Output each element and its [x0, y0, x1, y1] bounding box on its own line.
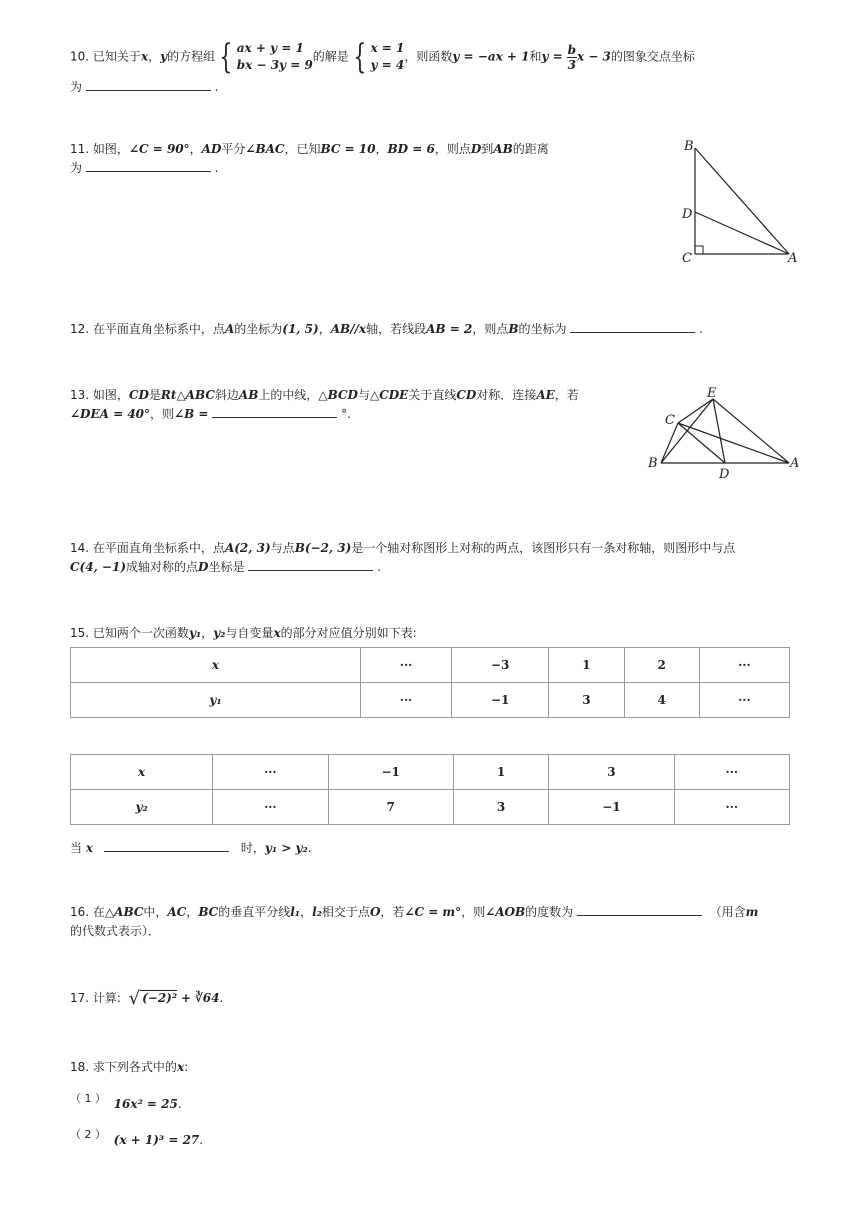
q17-cube-root: ∛64	[194, 991, 220, 1005]
q13-line-be	[661, 399, 713, 463]
q14-answer-blank[interactable]	[248, 558, 373, 571]
q14-t3: 是一个轴对称图形上对称的两点，该图形只有一条对称轴，则图形中与点	[351, 541, 736, 555]
q12-ab-length: AB = 2	[426, 322, 473, 336]
question-15	[70, 624, 417, 641]
question-17	[70, 988, 223, 1009]
q16-t10: （用含	[709, 905, 746, 919]
q11-t2: ，	[189, 142, 202, 156]
q11-t8: 的距离	[512, 142, 549, 156]
table-cell: 4	[624, 683, 699, 718]
table-cell: ···	[213, 755, 328, 790]
q10-eq2: bx − 3y = 9	[236, 58, 313, 72]
q14-point-c: C(4, −1)	[70, 560, 127, 574]
q16-number: 16.	[70, 905, 90, 919]
table-cell: ···	[360, 648, 451, 683]
q15-y2: y₂	[213, 626, 226, 640]
question-13	[70, 386, 579, 403]
q13-ab: AB	[238, 388, 259, 402]
q10-line2	[70, 78, 219, 95]
q11-label-c: C	[682, 251, 692, 266]
q10-text2: 的方程组	[167, 49, 216, 64]
q18-part1-end: .	[177, 1097, 182, 1111]
q16-t6: 相交于点	[321, 905, 370, 919]
q16-aob: ∠AOB	[485, 905, 526, 919]
q10-frac-num: b	[567, 42, 576, 57]
q18-part1-equation: 16x² = 25	[113, 1097, 178, 1111]
q13-t3: 斜边	[214, 388, 239, 402]
q13-t5: 与	[357, 388, 370, 402]
q15-when-x: x	[85, 841, 93, 855]
table-cell: 3	[453, 790, 548, 825]
q11-t7: 到	[481, 142, 494, 156]
table-row	[71, 683, 790, 718]
q15-time: 时，	[240, 841, 265, 855]
q11-label-a: A	[788, 251, 798, 266]
q12-a: A	[224, 322, 235, 336]
table-cell: −1	[328, 755, 453, 790]
q12-t5: ，则点	[472, 322, 509, 336]
q12-t1: 在平面直角坐标系中，点	[92, 322, 225, 336]
q18-part2-end: .	[199, 1133, 204, 1147]
q14-t1: 在平面直角坐标系中，点	[92, 541, 225, 555]
table-cell: −1	[549, 790, 674, 825]
q15-table-y1	[70, 647, 790, 718]
q13-answer-blank[interactable]	[212, 405, 337, 418]
q10-var-x: x	[140, 49, 149, 64]
q11-right-angle-mark	[695, 246, 703, 254]
q11-bc: BC = 10	[320, 142, 376, 156]
question-10	[70, 37, 695, 77]
q16-t7: ，若	[380, 905, 405, 919]
q16-angle-c: ∠C = m°	[404, 905, 462, 919]
q10-func2-right: x − 3	[576, 49, 611, 64]
q13-line-ea	[713, 399, 789, 463]
q16-t2: 中，	[143, 905, 168, 919]
q11-number: 11.	[70, 142, 90, 156]
table-cell: 7	[328, 790, 453, 825]
q13-label-a: A	[790, 456, 800, 471]
q12-coord: (1, 5)	[282, 322, 319, 336]
table-cell: ···	[674, 790, 789, 825]
q12-number: 12.	[70, 322, 90, 336]
q14-t2: 与点	[270, 541, 295, 555]
table-row	[71, 790, 790, 825]
q16-l1: l₁	[290, 905, 301, 919]
q10-func1: y = −ax + 1	[452, 49, 530, 64]
q16-o: O	[369, 905, 381, 919]
q10-func2-left: y =	[541, 49, 563, 64]
q13-cde: △CDE	[369, 388, 409, 402]
q12-t3: ，	[318, 322, 331, 336]
q12-ab-parallel: AB//x	[330, 322, 367, 336]
q15-comma: ，	[201, 626, 214, 640]
q13-number: 13.	[70, 388, 90, 402]
q16-answer-blank[interactable]	[577, 903, 702, 916]
q16-t8: ，则	[461, 905, 486, 919]
q10-brace2: {	[353, 37, 367, 77]
q14-d: D	[198, 560, 209, 574]
q10-sol2: y = 4	[370, 58, 405, 72]
q16-line2	[70, 922, 160, 939]
table-cell: 2	[624, 648, 699, 683]
q13-end: °.	[341, 407, 351, 421]
q16-l2: l₂	[312, 905, 322, 919]
q17-number: 17.	[70, 991, 90, 1005]
table-cell: x	[71, 755, 213, 790]
q18-t1: 求下列各式中的	[92, 1060, 177, 1074]
q10-sol1: x = 1	[370, 41, 405, 55]
q15-inequality: y₁ > y₂	[264, 841, 308, 855]
q10-text3: 的解是	[312, 49, 349, 64]
q16-t4: 的垂直平分线	[218, 905, 291, 919]
table-cell: 3	[549, 755, 674, 790]
q10-eq1: ax + y = 1	[236, 41, 304, 55]
q14-line2	[70, 558, 381, 575]
q18-number: 18.	[70, 1060, 90, 1074]
question-14	[70, 539, 735, 556]
q14-t4: 成轴对称的点	[126, 560, 199, 574]
table-cell: ···	[699, 683, 789, 718]
table-cell: 1	[549, 648, 624, 683]
q15-y1: y₁	[188, 626, 202, 640]
q13-line2	[70, 405, 351, 422]
q13-t1: 如图，	[92, 388, 129, 402]
q17-plus: +	[180, 991, 191, 1005]
q16-ac: AC	[167, 905, 187, 919]
q11-t6: ，则点	[434, 142, 471, 156]
table-cell: −1	[452, 683, 549, 718]
q15-table-y2	[70, 754, 790, 825]
q13-t4: 上的中线，	[258, 388, 319, 402]
q10-number: 10.	[70, 49, 90, 64]
question-11	[70, 140, 549, 157]
q15-number: 15.	[70, 626, 90, 640]
q10-text4: ，则函数	[404, 49, 453, 64]
q10-equation-system	[237, 40, 313, 74]
q11-ad: AD	[201, 142, 222, 156]
q16-t1: 在	[92, 905, 105, 919]
q16-m: m	[745, 905, 759, 919]
q13-ae: AE	[536, 388, 555, 402]
q18-part2-equation: (x + 1)³ = 27	[113, 1133, 200, 1147]
q12-b: B	[508, 322, 519, 336]
q18-part1	[70, 1090, 182, 1111]
q10-answer-blank[interactable]	[86, 78, 211, 91]
q11-line2	[70, 159, 219, 176]
sqrt-icon: √	[128, 988, 141, 1009]
q11-end: .	[214, 161, 219, 175]
q14-number: 14.	[70, 541, 90, 555]
table-cell: ···	[213, 790, 328, 825]
q15-t1: 已知两个一次函数	[92, 626, 189, 640]
q11-bd: BD = 6	[387, 142, 435, 156]
q11-answer-blank[interactable]	[86, 159, 211, 172]
q13-figure	[645, 383, 805, 483]
table-cell: y₂	[71, 790, 213, 825]
q12-t6: 的坐标为	[518, 322, 567, 336]
q13-label-c: C	[665, 413, 675, 428]
q11-label-d: D	[682, 207, 693, 222]
table-row	[71, 755, 790, 790]
q14-end: .	[377, 560, 381, 574]
q11-line2-lead: 为	[70, 161, 83, 175]
q13-rt-triangle: Rt△ABC	[160, 388, 215, 402]
question-12	[70, 320, 703, 337]
q12-t2: 的坐标为	[234, 322, 283, 336]
q10-line2-lead: 为	[70, 80, 83, 94]
q16-t9: 的度数为	[525, 905, 574, 919]
q11-line-da	[695, 212, 789, 254]
q14-t5: 坐标是	[208, 560, 245, 574]
table-cell: ···	[360, 683, 451, 718]
q10-and: 和	[529, 49, 542, 64]
q13-t2: 是	[148, 388, 161, 402]
q18-x: x	[176, 1060, 185, 1074]
q11-t3: 平分	[221, 142, 246, 156]
q15-answer-blank[interactable]	[104, 839, 229, 852]
q13-bcd: △BCD	[318, 388, 358, 402]
q13-t6: 关于直线	[408, 388, 457, 402]
q10-solution	[370, 40, 404, 74]
q16-abc: △ABC	[104, 905, 144, 919]
q13-t7: 对称．连接	[476, 388, 537, 402]
q11-t5: ，	[375, 142, 388, 156]
q11-angle-c: ∠C = 90°	[128, 142, 190, 156]
q18-colon: :	[184, 1060, 189, 1074]
q13-line-cd	[678, 423, 725, 463]
q16-line2-text: 的代数式表示）．	[70, 924, 161, 938]
q13-line-ed	[713, 399, 725, 463]
q11-label-b: B	[684, 139, 694, 154]
q10-frac-den: 3	[567, 57, 576, 72]
q14-point-a: A(2, 3)	[224, 541, 271, 555]
q10-fraction	[567, 43, 577, 72]
question-16	[70, 903, 758, 920]
q16-bc: BC	[198, 905, 219, 919]
q11-line-ba	[695, 148, 789, 254]
q13-label-e: E	[707, 386, 717, 401]
q15-end: .	[307, 841, 312, 855]
q13-t8: ，若	[554, 388, 579, 402]
q15-x: x	[273, 626, 281, 640]
q10-text5: 的图象交点坐标	[610, 49, 695, 64]
table-cell: ···	[699, 648, 789, 683]
table-cell: 3	[549, 683, 624, 718]
q14-point-b: B(−2, 3)	[294, 541, 352, 555]
q11-ab: AB	[493, 142, 513, 156]
q13-angle-b: ∠B =	[174, 407, 209, 421]
q11-figure	[676, 132, 806, 272]
q12-t4: 轴，若线段	[366, 322, 427, 336]
q17-radicand: (−2)²	[142, 991, 178, 1005]
q11-bac: ∠BAC	[245, 142, 285, 156]
table-cell: −3	[452, 648, 549, 683]
q18-part1-label: （ 1 ）	[70, 1092, 106, 1105]
q15-answer-line	[70, 839, 312, 856]
q13-t9: ，则	[150, 407, 175, 421]
table-cell: ···	[674, 755, 789, 790]
table-row	[71, 648, 790, 683]
q10-brace: {	[219, 37, 233, 77]
q13-line-ca	[678, 423, 789, 463]
q15-t2: 与自变量	[225, 626, 274, 640]
q13-cd: CD	[128, 388, 149, 402]
q13-angle-dea: ∠DEA = 40°	[70, 407, 151, 421]
q11-t1: 如图，	[92, 142, 129, 156]
q16-t3: ，	[186, 905, 199, 919]
table-cell: x	[71, 648, 361, 683]
q17-end: .	[219, 991, 224, 1005]
q11-t4: ，已知	[284, 142, 321, 156]
q10-end: .	[214, 80, 219, 94]
q10-var-y: y	[160, 49, 168, 64]
q18-part2-label: （ 2 ）	[70, 1128, 106, 1141]
table-cell: 1	[453, 755, 548, 790]
q11-d: D	[470, 142, 482, 156]
q16-t5: ，	[300, 905, 313, 919]
q13-label-d: D	[719, 467, 730, 482]
q13-cd2: CD	[456, 388, 477, 402]
q10-text: 已知关于	[92, 49, 141, 64]
question-18	[70, 1058, 188, 1075]
q10-comma: ，	[148, 49, 161, 64]
q13-line-bc	[661, 423, 678, 463]
q12-end: .	[699, 322, 703, 336]
q15-when: 当	[70, 841, 83, 855]
q13-label-b: B	[648, 456, 658, 471]
table-cell: y₁	[71, 683, 361, 718]
q18-part2	[70, 1126, 203, 1147]
q13-line-ce	[678, 399, 713, 423]
q17-t1: 计算:	[92, 991, 121, 1005]
q12-answer-blank[interactable]	[570, 320, 695, 333]
q15-t3: 的部分对应值分别如下表:	[280, 626, 417, 640]
